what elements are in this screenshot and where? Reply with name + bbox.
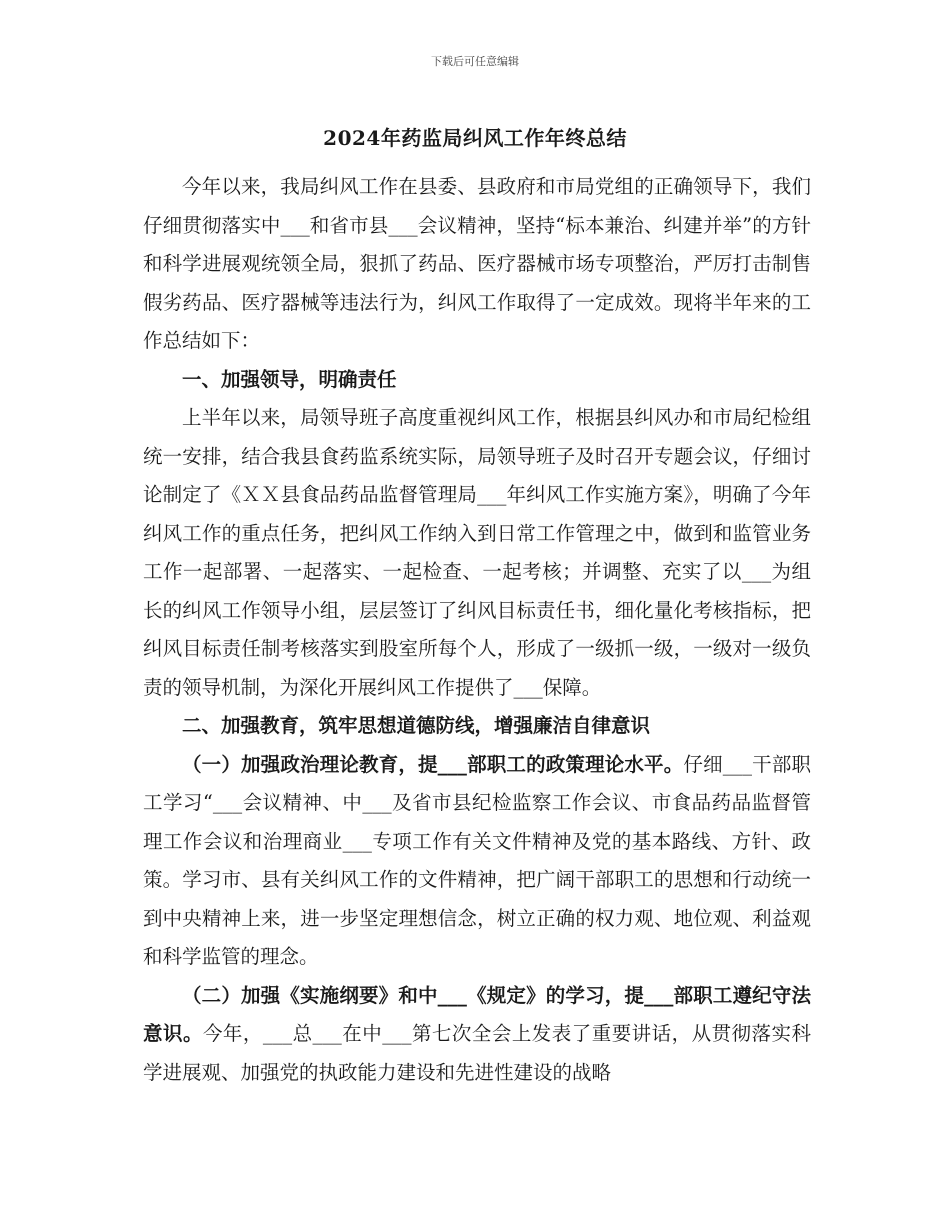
- subsection-2-lead: （二）加强《实施纲要》和中___《规定》的学习，提___部职工遵纪守法意识。: [143, 983, 811, 1045]
- subsection-2-text: 今年，___总___在中___第七次全会上发表了重要讲话，从贯彻落实科学进展观、加强党的执政能力建设和先进性建设的战略: [143, 1022, 811, 1084]
- subsection-1-text: 仔细___干部职工学习“___会议精神、中___及省市县纪检监察工作会议、市食品药品监督管理工作会议和治理商业___专项工作有关文件精神及党的基本路线、方针、政策。学习市、县有关纠风工作的文件精神，把广阔干部职工的思想和行动统一到中央精神上来，进一步坚定理想信念，树立正确的权力观、地位观、利益观和科学监管的理念。: [143, 752, 811, 968]
- subsection-1-lead: （一）加强政治理论教育，提___部职工的政策理论水平。: [182, 752, 684, 776]
- intro-paragraph: 今年以来，我局纠风工作在县委、县政府和市局党组的正确领导下，我们仔细贯彻落实中___和省市县___会议精神，坚持“标本兼治、纠建并举”的方针和科学进展观统领全局，狠抓了药品、医疗器械市场专项整治，严厉打击制售假劣药品、医疗器械等违法行为，纠风工作取得了一定成效。现将半年来的工作总结如下：: [143, 175, 811, 352]
- document-body: [143, 168, 811, 1092]
- section-heading-2: 二、加强教育，筑牢思想道德防线，增强廉洁自律意识: [182, 714, 651, 737]
- section-heading-1: 一、加强领导，明确责任: [182, 367, 397, 391]
- subsection-1-paragraph: [143, 746, 811, 977]
- header-note: 下载后可任意编辑: [431, 55, 519, 68]
- section-1-paragraph: 上半年以来，局领导班子高度重视纠风工作，根据县纠风办和市局纪检组统一安排，结合我县食药监系统实际，局领导班子及时召开专题会议，仔细讨论制定了《ＸＸ县食品药品监督管理局___年纠风工作实施方案》，明确了今年纠风工作的重点任务，把纠风工作纳入到日常工作管理之中，做到和监管业务工作一起部署、一起落实、一起检查、一起考核；并调整、充实了以___为组长的纠风工作领导小组，层层签订了纠风目标责任书，细化量化考核指标，把纠风目标责任制考核落实到股室所每个人，形成了一级抓一级，一级对一级负责的领导机制，为深化开展纠风工作提供了___保障。: [143, 406, 811, 699]
- document-title: 2024年药监局纠风工作年终总结: [323, 126, 627, 150]
- subsection-2-paragraph: [143, 977, 811, 1093]
